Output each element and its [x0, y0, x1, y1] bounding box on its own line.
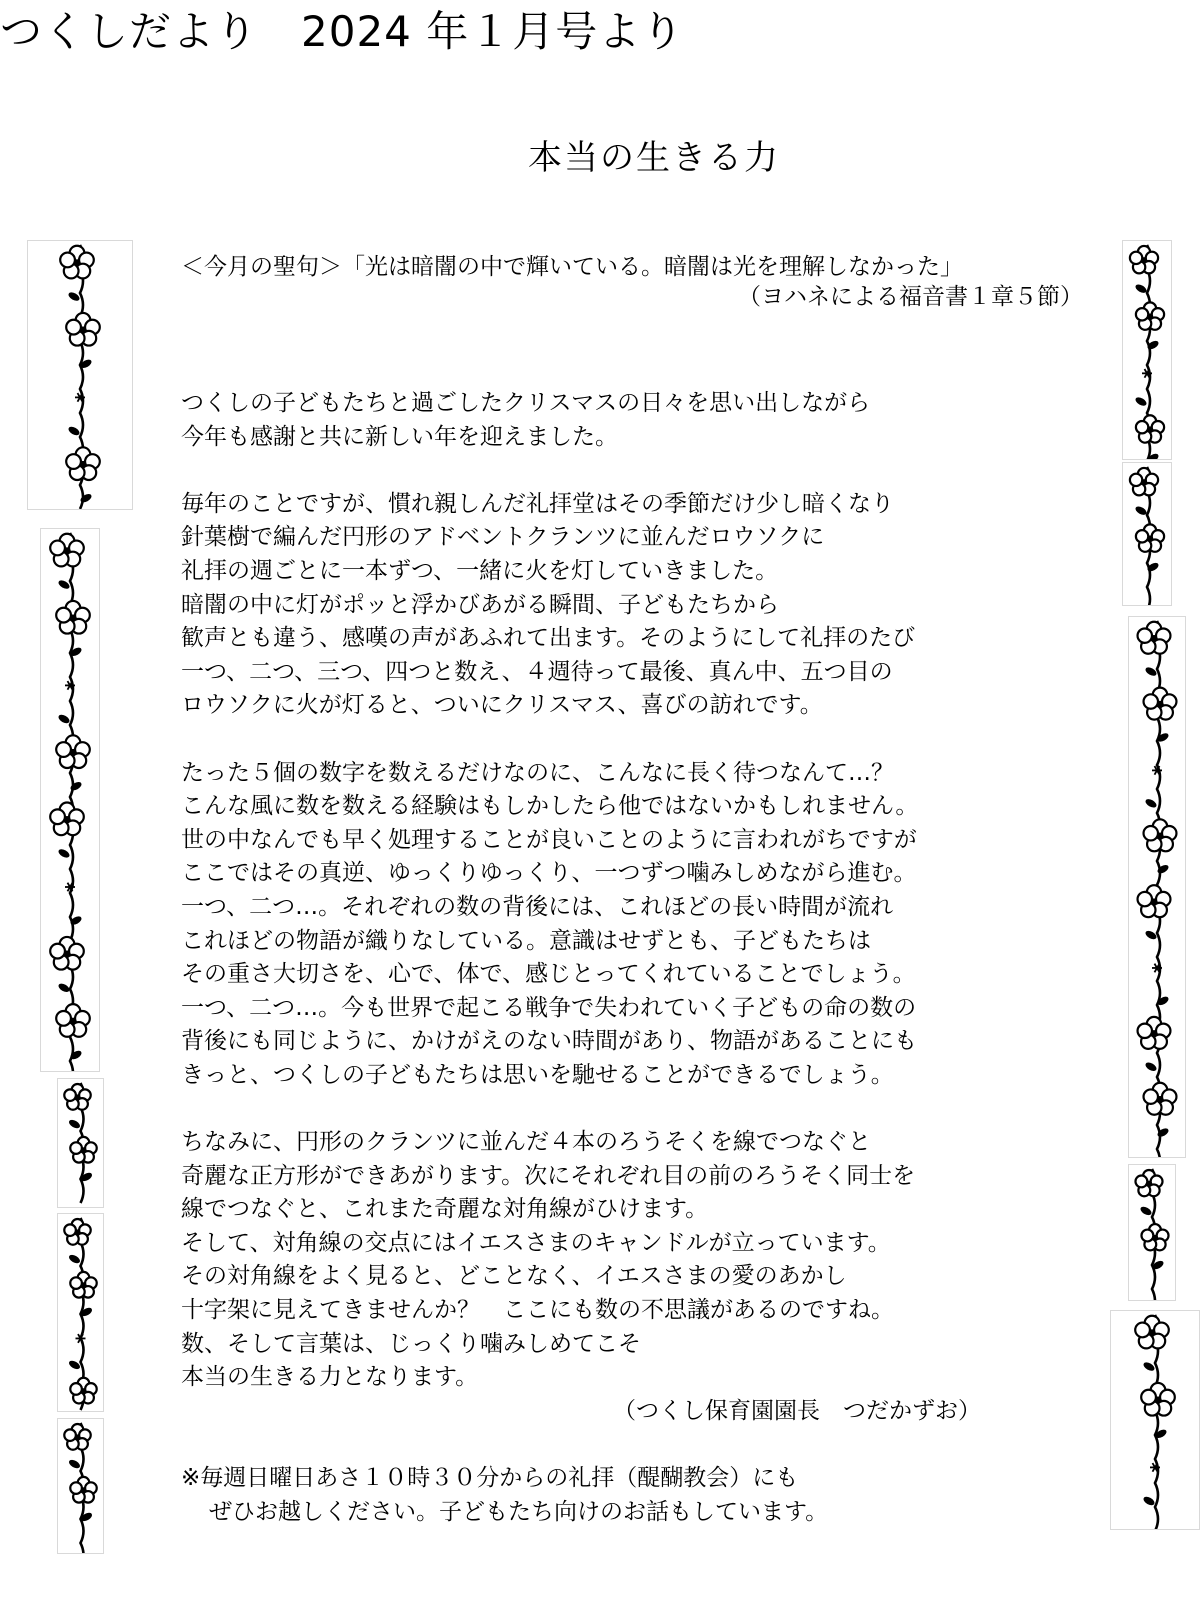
flower-vine-border-icon — [1122, 462, 1172, 606]
notice-line: ぜひお越しください。子どもたち向けのお話もしています。 — [209, 1498, 829, 1525]
paragraph-line: 十字架に見えてきませんか？ ここにも数の不思議があるのですね。 — [181, 1297, 894, 1324]
paragraph-line: 毎年のことですが、慣れ親しんだ礼拝堂はその季節だけ少し暗くなり — [181, 490, 894, 517]
paragraph-line: たった５個の数字を数えるだけなのに、こんなに長く待つなんて…？ — [181, 759, 894, 786]
paragraph — [181, 757, 1081, 1093]
article-title: 本当の生きる力 — [528, 138, 780, 178]
paragraph-line: これほどの物語が織りなしている。意識はせずとも、子どもたちは — [181, 927, 871, 954]
newsletter-header-title: つくしだより 2024 年１月号より — [0, 7, 685, 56]
paragraph-line: つくしの子どもたちと過ごしたクリスマスの日々を思い出しながら — [181, 390, 871, 416]
paragraph-line: 奇麗な正方形ができあがります。次にそれぞれ目の前のろうそく同士を — [181, 1162, 916, 1189]
service-notice — [181, 1462, 1081, 1529]
flower-vine-border-icon — [1122, 240, 1172, 460]
verse-reference: （ヨハネによる福音書１章５節） — [738, 284, 1083, 310]
flower-vine-border-icon — [1110, 1310, 1200, 1530]
paragraph-line: 針葉樹で編んだ円形のアドベントクランツに並んだロウソクに — [181, 524, 825, 551]
paragraph-line: 歓声とも違う、感嘆の声があふれて出ます。そのようにして礼拝のたび — [181, 625, 916, 652]
flower-vine-border-icon — [57, 1213, 104, 1412]
paragraph-line: 本当の生きる力となります。 — [181, 1364, 479, 1391]
paragraph-line: 今年も感謝と共に新しい年を迎えました。 — [181, 423, 618, 450]
paragraph-line: 礼拝の週ごとに一本ずつ、一緒に火を灯していきました。 — [181, 557, 779, 584]
paragraph-line: 一つ、二つ…。今も世界で起こる戦争で失われていく子どもの命の数の — [181, 994, 917, 1021]
article-body — [181, 387, 1081, 1529]
notice-line: ※毎週日曜日あさ１０時３０分からの礼拝（醍醐教会）にも — [181, 1465, 799, 1491]
flower-vine-border-icon — [27, 240, 133, 510]
paragraph-line: その重さ大切さを、心で、体で、感じとってくれていることでしょう。 — [181, 961, 916, 988]
paragraph-line: 一つ、二つ、三つ、四つと数え、４週待って最後、真ん中、五つ目の — [181, 658, 893, 685]
paragraph — [181, 1126, 1081, 1395]
verse-text: ＜今月の聖句＞「光は暗闇の中で輝いている。暗闇は光を理解しなかった」 — [181, 254, 963, 280]
paragraph — [181, 387, 1081, 454]
flower-vine-border-icon — [1128, 1164, 1176, 1301]
paragraph-line: 背後にも同じように、かけがえのない時間があり、物語があることにも — [181, 1028, 917, 1055]
paragraph-line: その対角線をよく見ると、どことなく、イエスさまの愛のあかし — [181, 1263, 847, 1290]
flower-vine-border-icon — [1128, 616, 1186, 1158]
paragraph-line: ロウソクに火が灯ると、ついにクリスマス、喜びの訪れです。 — [181, 692, 823, 719]
paragraph-line: 暗闇の中に灯がポッと浮かびあがる瞬間、子どもたちから — [181, 591, 779, 618]
paragraph-line: 線でつなぐと、これまた奇麗な対角線がひけます。 — [181, 1196, 709, 1223]
paragraph-line: ちなみに、円形のクランツに並んだ４本のろうそくを線でつなぐと — [181, 1129, 871, 1156]
flower-vine-border-icon — [40, 528, 100, 1072]
paragraph — [181, 488, 1081, 723]
paragraph-line: こんな風に数を数える経験はもしかしたら他ではないかもしれません。 — [181, 793, 919, 820]
author-signature: （つくし保育園園長 つだかずお） — [613, 1397, 981, 1424]
paragraph-line: 世の中なんでも早く処理することが良いことのように言われがちですが — [181, 826, 917, 853]
paragraph-line: ここではその真逆、ゆっくりゆっくり、一つずつ噛みしめながら進む。 — [181, 860, 917, 887]
flower-vine-border-icon — [57, 1078, 104, 1208]
flower-vine-border-icon — [57, 1418, 104, 1554]
bible-verse — [181, 252, 1091, 312]
paragraph-line: 数、そして言葉は、じっくり噛みしめてこそ — [181, 1330, 641, 1357]
paragraph-line: きっと、つくしの子どもたちは思いを馳せることができるでしょう。 — [181, 1061, 894, 1088]
paragraph-line: そして、対角線の交点にはイエスさまのキャンドルが立っています。 — [181, 1229, 891, 1256]
paragraph-line: 一つ、二つ…。それぞれの数の背後には、これほどの長い時間が流れ — [181, 893, 894, 920]
